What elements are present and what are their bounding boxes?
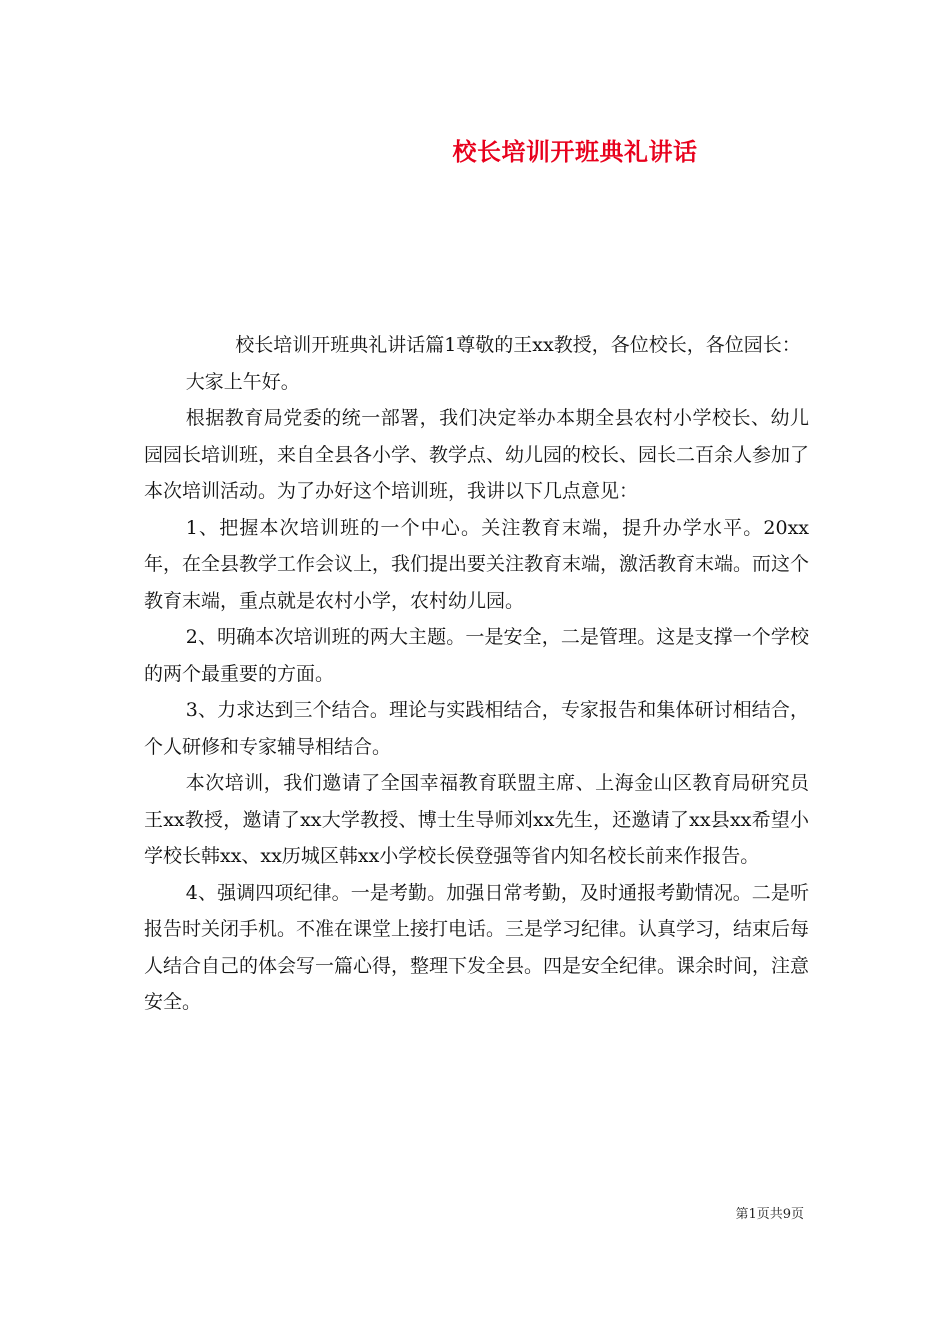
document-title: 校长培训开班典礼讲话 <box>452 137 698 166</box>
paragraph-salutation: 大家上午好。 <box>185 370 300 393</box>
document-body <box>144 327 809 1021</box>
paragraph-point-1: 1、把握本次培训班的一个中心。关注教育末端，提升办学水平。20xx年，在全县教学工作会议上，我们提出要关注教育末端，激活教育末端。而这个教育末端，重点就是农村小学，农村幼儿园。 <box>144 516 810 612</box>
paragraph-point-4: 4、强调四项纪律。一是考勤。加强日常考勤，及时通报考勤情况。二是听报告时关闭手机。不准在课堂上接打电话。三是学习纪律。认真学习，结束后每人结合自己的体会写一篇心得，整理下发全县。四是安全纪律。课余时间，注意安全。 <box>144 881 810 1013</box>
paragraph-greeting: 校长培训开班典礼讲话篇1尊敬的王xx教授，各位校长，各位园长： <box>235 334 801 356</box>
page-number-footer: 第1页共9页 <box>735 1207 804 1222</box>
paragraph-speakers: 本次培训，我们邀请了全国幸福教育联盟主席、上海金山区教育局研究员王xx教授，邀请了xx大学教授、博士生导师刘xx先生，还邀请了xx县xx希望小学校长韩xx、xx历城区韩xx小学校长侯登强等省内知名校长前来作报告。 <box>144 772 809 867</box>
paragraph-intro: 根据教育局党委的统一部署，我们决定举办本期全县农村小学校长、幼儿园园长培训班，来自全县各小学、教学点、幼儿园的校长、园长二百余人参加了本次培训活动。为了办好这个培训班，我讲以下几点意见： <box>144 407 810 502</box>
paragraph-point-2: 2、明确本次培训班的两大主题。一是安全，二是管理。这是支撑一个学校的两个最重要的方面。 <box>144 626 809 685</box>
paragraph-point-3: 3、力求达到三个结合。理论与实践相结合，专家报告和集体研讨相结合，个人研修和专家辅导相结合。 <box>144 699 809 758</box>
